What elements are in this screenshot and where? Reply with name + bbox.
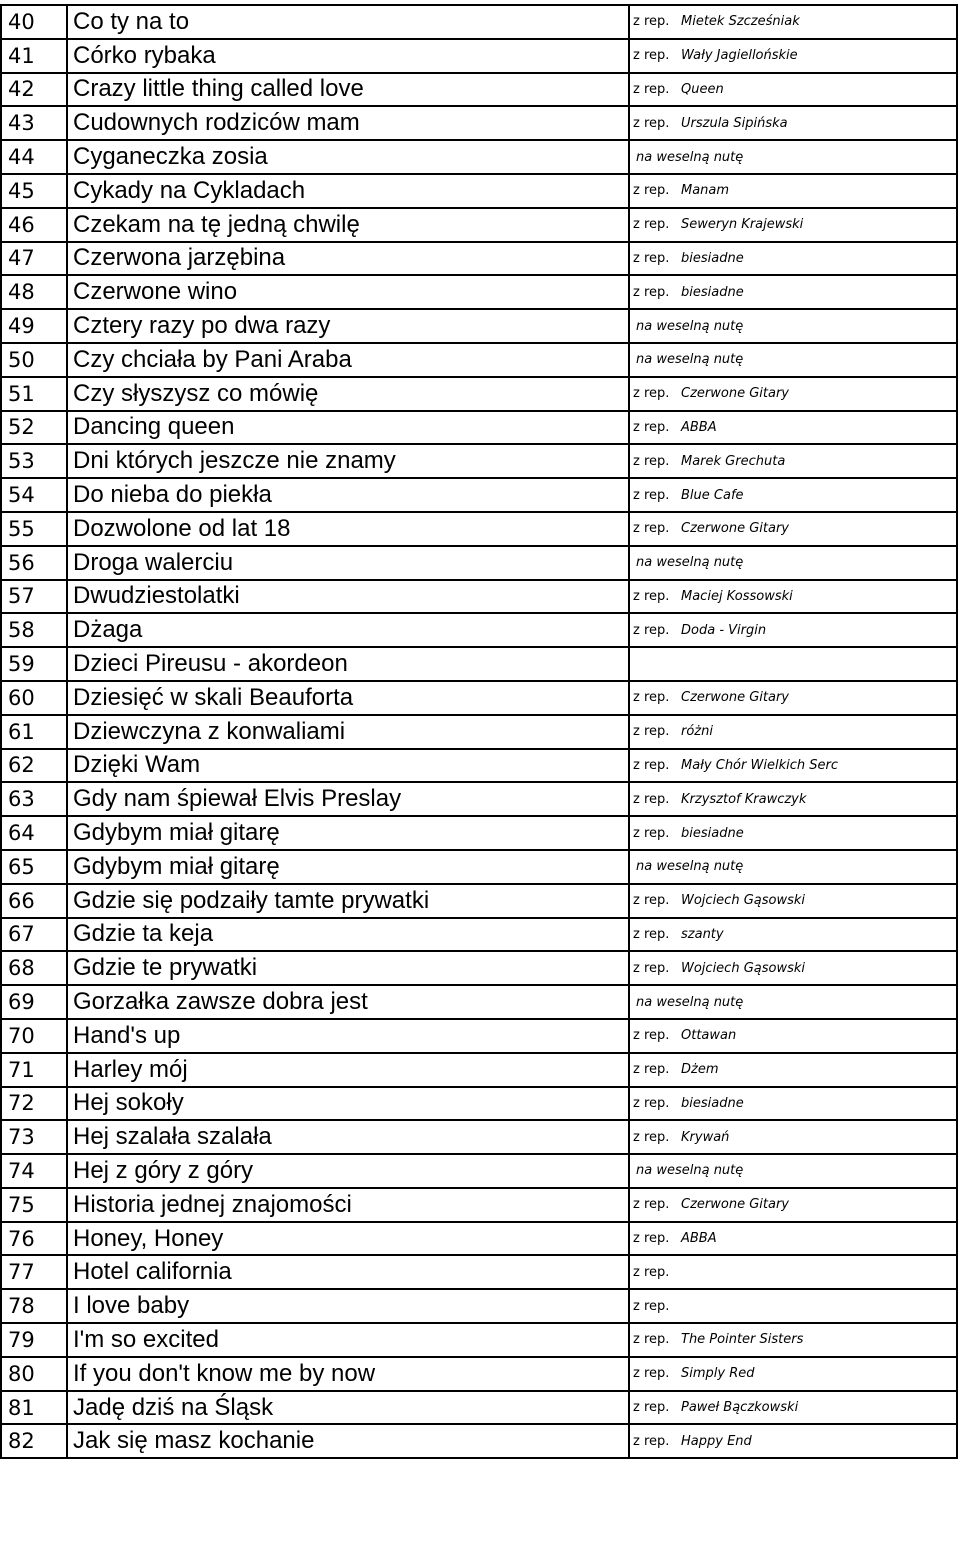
repertoire-label: z rep.: [629, 951, 677, 985]
repertoire-label: z rep.: [629, 1424, 677, 1458]
repertoire-label: z rep.: [629, 918, 677, 952]
repertoire-label: z rep.: [629, 73, 677, 107]
song-title: Dziesięć w skali Beauforta: [67, 681, 629, 715]
table-row: [1, 444, 957, 478]
song-title: Dancing queen: [67, 411, 629, 445]
song-title: Czerwone wino: [67, 275, 629, 309]
row-number: 41: [1, 39, 67, 73]
table-row: [1, 39, 957, 73]
artist: biesiadne: [677, 275, 957, 309]
artist: Seweryn Krajewski: [677, 208, 957, 242]
repertoire-label: z rep.: [629, 1053, 677, 1087]
artist: biesiadne: [677, 816, 957, 850]
repertoire-label: z rep.: [629, 1120, 677, 1154]
table-row: [1, 1019, 957, 1053]
row-number: 49: [1, 309, 67, 343]
song-title: Córko rybaka: [67, 39, 629, 73]
repertoire-label: z rep.: [629, 377, 677, 411]
artist: Wały Jagiellońskie: [677, 39, 957, 73]
song-title: Gdzie się podzaiły tamte prywatki: [67, 884, 629, 918]
row-number: 74: [1, 1154, 67, 1188]
repertoire-label: z rep.: [629, 884, 677, 918]
repertoire-label: z rep.: [629, 1087, 677, 1121]
table-row: [1, 73, 957, 107]
song-title: Cztery razy po dwa razy: [67, 309, 629, 343]
table-row: [1, 1323, 957, 1357]
repertoire-label: z rep.: [629, 782, 677, 816]
artist: Marek Grechuta: [677, 444, 957, 478]
row-number: 58: [1, 613, 67, 647]
row-number: 69: [1, 985, 67, 1019]
song-title: Dzieci Pireusu - akordeon: [67, 647, 629, 681]
repertoire-label: z rep.: [629, 512, 677, 546]
song-title: Czekam na tę jedną chwilę: [67, 208, 629, 242]
table-row: [1, 1154, 957, 1188]
artist: Czerwone Gitary: [677, 1188, 957, 1222]
table-row: [1, 377, 957, 411]
row-number: 59: [1, 647, 67, 681]
row-number: 60: [1, 681, 67, 715]
artist: [629, 647, 957, 681]
row-number: 55: [1, 512, 67, 546]
artist: na weselną nutę: [629, 985, 957, 1019]
repertoire-label: z rep.: [629, 580, 677, 614]
song-title: Hej szalała szalała: [67, 1120, 629, 1154]
artist: różni: [677, 715, 957, 749]
table-row: [1, 884, 957, 918]
table-row: [1, 850, 957, 884]
row-number: 65: [1, 850, 67, 884]
song-list-body: [1, 5, 957, 1458]
artist: biesiadne: [677, 1087, 957, 1121]
repertoire-label: z rep.: [629, 613, 677, 647]
artist: Paweł Bączkowski: [677, 1391, 957, 1425]
song-title: Do nieba do piekła: [67, 478, 629, 512]
table-row: [1, 242, 957, 276]
row-number: 45: [1, 174, 67, 208]
row-number: 53: [1, 444, 67, 478]
repertoire-label: z rep.: [629, 174, 677, 208]
song-title: Dni których jeszcze nie znamy: [67, 444, 629, 478]
song-title: Cudownych rodziców mam: [67, 106, 629, 140]
row-number: 80: [1, 1357, 67, 1391]
row-number: 82: [1, 1424, 67, 1458]
song-title: Czy słyszysz co mówię: [67, 377, 629, 411]
row-number: 81: [1, 1391, 67, 1425]
table-row: [1, 343, 957, 377]
song-title: Gdzie ta keja: [67, 918, 629, 952]
repertoire-label: z rep.: [629, 816, 677, 850]
artist: biesiadne: [677, 242, 957, 276]
song-title: If you don't know me by now: [67, 1357, 629, 1391]
row-number: 54: [1, 478, 67, 512]
song-title: Gdy nam śpiewał Elvis Preslay: [67, 782, 629, 816]
table-row: [1, 580, 957, 614]
table-row: [1, 1424, 957, 1458]
row-number: 73: [1, 1120, 67, 1154]
song-title: Gdzie te prywatki: [67, 951, 629, 985]
artist: na weselną nutę: [629, 1154, 957, 1188]
repertoire-label: z rep.: [629, 1391, 677, 1425]
table-row: [1, 681, 957, 715]
song-title: Historia jednej znajomości: [67, 1188, 629, 1222]
artist: na weselną nutę: [629, 546, 957, 580]
artist: Blue Cafe: [677, 478, 957, 512]
row-number: 76: [1, 1222, 67, 1256]
song-title: Dziewczyna z konwaliami: [67, 715, 629, 749]
table-row: [1, 918, 957, 952]
song-title: Dwudziestolatki: [67, 580, 629, 614]
row-number: 71: [1, 1053, 67, 1087]
repertoire-label: z rep.: [629, 208, 677, 242]
row-number: 61: [1, 715, 67, 749]
repertoire-label: z rep.: [629, 5, 677, 39]
song-title: I'm so excited: [67, 1323, 629, 1357]
row-number: 66: [1, 884, 67, 918]
table-row: [1, 275, 957, 309]
row-number: 42: [1, 73, 67, 107]
artist: Simply Red: [677, 1357, 957, 1391]
song-title: Hotel california: [67, 1255, 629, 1289]
table-row: [1, 174, 957, 208]
table-row: [1, 816, 957, 850]
artist: szanty: [677, 918, 957, 952]
artist: na weselną nutę: [629, 140, 957, 174]
row-number: 78: [1, 1289, 67, 1323]
repertoire-label: z rep.: [629, 1222, 677, 1256]
song-list-table: [0, 4, 958, 1459]
artist: Czerwone Gitary: [677, 377, 957, 411]
repertoire-label: z rep.: [629, 411, 677, 445]
repertoire-label: z rep.: [629, 444, 677, 478]
table-row: [1, 1087, 957, 1121]
repertoire-label: z rep.: [629, 1188, 677, 1222]
artist: na weselną nutę: [629, 850, 957, 884]
table-row: [1, 208, 957, 242]
artist: Czerwone Gitary: [677, 681, 957, 715]
row-number: 44: [1, 140, 67, 174]
artist: Maciej Kossowski: [677, 580, 957, 614]
song-title: Czy chciała by Pani Araba: [67, 343, 629, 377]
artist: [677, 1289, 957, 1323]
row-number: 72: [1, 1087, 67, 1121]
table-row: [1, 782, 957, 816]
song-title: Dozwolone od lat 18: [67, 512, 629, 546]
row-number: 56: [1, 546, 67, 580]
artist: ABBA: [677, 411, 957, 445]
repertoire-label: z rep.: [629, 1323, 677, 1357]
artist: Krywań: [677, 1120, 957, 1154]
song-title: Cykady na Cykladach: [67, 174, 629, 208]
row-number: 62: [1, 749, 67, 783]
artist: Wojciech Gąsowski: [677, 884, 957, 918]
table-row: [1, 309, 957, 343]
song-title: Czerwona jarzębina: [67, 242, 629, 276]
artist: ABBA: [677, 1222, 957, 1256]
table-row: [1, 1391, 957, 1425]
repertoire-label: z rep.: [629, 106, 677, 140]
row-number: 52: [1, 411, 67, 445]
song-title: Dzięki Wam: [67, 749, 629, 783]
repertoire-label: z rep.: [629, 39, 677, 73]
table-row: [1, 546, 957, 580]
artist: Dżem: [677, 1053, 957, 1087]
table-row: [1, 106, 957, 140]
repertoire-label: z rep.: [629, 1357, 677, 1391]
song-title: Cyganeczka zosia: [67, 140, 629, 174]
artist: The Pointer Sisters: [677, 1323, 957, 1357]
table-row: [1, 647, 957, 681]
repertoire-label: z rep.: [629, 1255, 677, 1289]
song-title: Gdybym miał gitarę: [67, 816, 629, 850]
table-row: [1, 985, 957, 1019]
repertoire-label: z rep.: [629, 1289, 677, 1323]
song-title: Gdybym miał gitarę: [67, 850, 629, 884]
row-number: 64: [1, 816, 67, 850]
table-row: [1, 1357, 957, 1391]
row-number: 77: [1, 1255, 67, 1289]
song-title: Jak się masz kochanie: [67, 1424, 629, 1458]
table-row: [1, 951, 957, 985]
row-number: 50: [1, 343, 67, 377]
song-title: Gorzałka zawsze dobra jest: [67, 985, 629, 1019]
artist: [677, 1255, 957, 1289]
artist: Krzysztof Krawczyk: [677, 782, 957, 816]
repertoire-label: z rep.: [629, 242, 677, 276]
repertoire-label: z rep.: [629, 478, 677, 512]
table-row: [1, 1255, 957, 1289]
artist: Queen: [677, 73, 957, 107]
repertoire-label: z rep.: [629, 681, 677, 715]
song-title: Jadę dziś na Śląsk: [67, 1391, 629, 1425]
table-row: [1, 1053, 957, 1087]
table-row: [1, 1120, 957, 1154]
artist: Czerwone Gitary: [677, 512, 957, 546]
artist: Urszula Sipińska: [677, 106, 957, 140]
table-row: [1, 613, 957, 647]
song-title: Hej sokoły: [67, 1087, 629, 1121]
table-row: [1, 749, 957, 783]
table-row: [1, 1222, 957, 1256]
row-number: 79: [1, 1323, 67, 1357]
row-number: 70: [1, 1019, 67, 1053]
artist: Mały Chór Wielkich Serc: [677, 749, 957, 783]
song-title: I love baby: [67, 1289, 629, 1323]
row-number: 75: [1, 1188, 67, 1222]
table-row: [1, 512, 957, 546]
repertoire-label: z rep.: [629, 1019, 677, 1053]
artist: Ottawan: [677, 1019, 957, 1053]
artist: Wojciech Gąsowski: [677, 951, 957, 985]
row-number: 67: [1, 918, 67, 952]
table-row: [1, 5, 957, 39]
artist: Mietek Szcześniak: [677, 5, 957, 39]
song-title: Harley mój: [67, 1053, 629, 1087]
repertoire-label: z rep.: [629, 715, 677, 749]
table-row: [1, 411, 957, 445]
row-number: 63: [1, 782, 67, 816]
artist: Doda - Virgin: [677, 613, 957, 647]
table-row: [1, 1289, 957, 1323]
song-title: Hej z góry z góry: [67, 1154, 629, 1188]
table-row: [1, 1188, 957, 1222]
row-number: 47: [1, 242, 67, 276]
repertoire-label: z rep.: [629, 749, 677, 783]
song-title: Dżaga: [67, 613, 629, 647]
repertoire-label: z rep.: [629, 275, 677, 309]
row-number: 68: [1, 951, 67, 985]
artist: na weselną nutę: [629, 309, 957, 343]
table-row: [1, 140, 957, 174]
row-number: 51: [1, 377, 67, 411]
artist: na weselną nutę: [629, 343, 957, 377]
song-title: Crazy little thing called love: [67, 73, 629, 107]
row-number: 40: [1, 5, 67, 39]
song-title: Honey, Honey: [67, 1222, 629, 1256]
song-title: Droga walerciu: [67, 546, 629, 580]
artist: Manam: [677, 174, 957, 208]
table-row: [1, 715, 957, 749]
table-row: [1, 478, 957, 512]
song-title: Co ty na to: [67, 5, 629, 39]
song-title: Hand's up: [67, 1019, 629, 1053]
row-number: 46: [1, 208, 67, 242]
row-number: 48: [1, 275, 67, 309]
artist: Happy End: [677, 1424, 957, 1458]
row-number: 43: [1, 106, 67, 140]
row-number: 57: [1, 580, 67, 614]
